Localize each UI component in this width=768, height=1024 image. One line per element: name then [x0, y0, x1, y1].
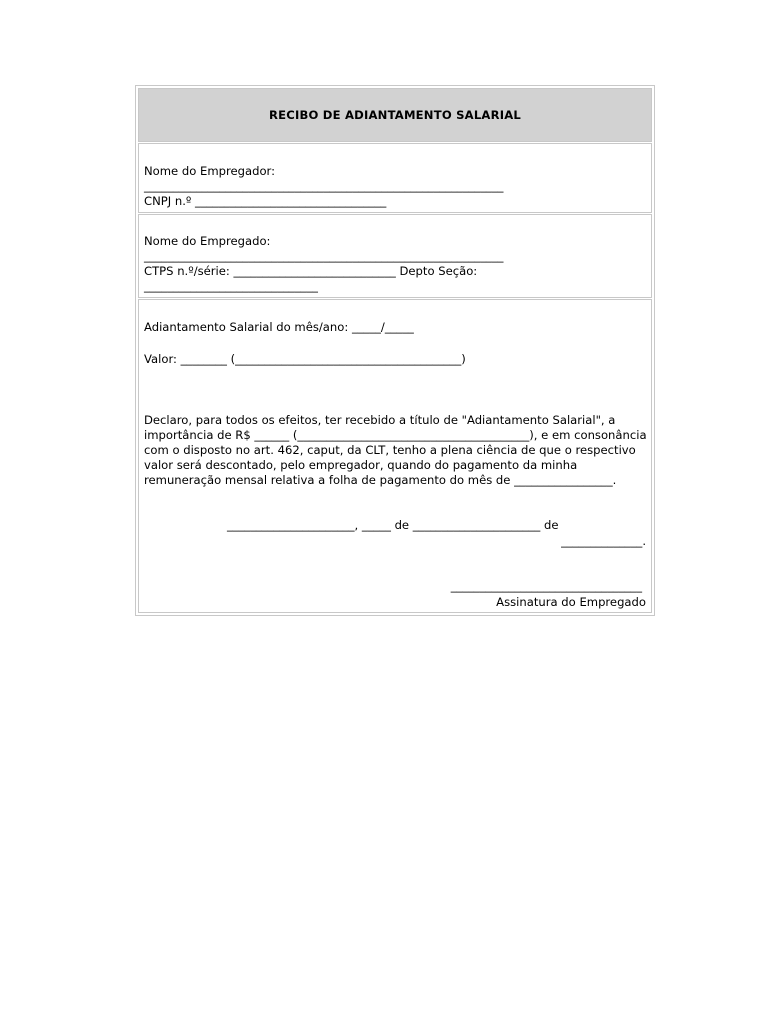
month-year-field: Adiantamento Salarial do mês/ano: _____/_____: [144, 320, 414, 334]
ctps-field: CTPS n.º/série: ____________________________ Depto Seção:: [144, 264, 478, 278]
employer-name-line: ______________________________________________________________: [144, 179, 504, 193]
advance-section: [138, 299, 652, 613]
employer-section: [138, 143, 652, 213]
receipt-form: [135, 85, 655, 616]
employee-section: [138, 214, 652, 298]
declaration-text: Declaro, para todos os efeitos, ter recebido a título de "Adiantamento Salarial", a importância de R$ ______ (________________________________________), e em consonância com o disposto no art. 462, caput, da CLT, tenho a plena ciência de que o respectivo valor será descontado, pelo empregador, quando do pagamento da minha remuneração mensal relativa a folha de pagamento do mês de _________________.: [144, 413, 647, 487]
date-line-1: ______________________, _____ de ______________________ de: [227, 518, 559, 532]
cnpj-field: CNPJ n.º _________________________________: [144, 194, 387, 208]
value-field: Valor: ________ (_______________________________________): [144, 352, 466, 366]
depto-line: ______________________________: [144, 279, 318, 293]
employee-name-line: ______________________________________________________________: [144, 249, 504, 263]
employer-name-label: Nome do Empregador:: [144, 164, 276, 178]
form-title: RECIBO DE ADIANTAMENTO SALARIAL: [138, 88, 652, 142]
employee-name-label: Nome do Empregado:: [144, 234, 271, 248]
date-line-2: ______________.: [561, 534, 646, 548]
signature-label: Assinatura do Empregado: [496, 595, 646, 609]
signature-line: _________________________________: [450, 579, 642, 593]
